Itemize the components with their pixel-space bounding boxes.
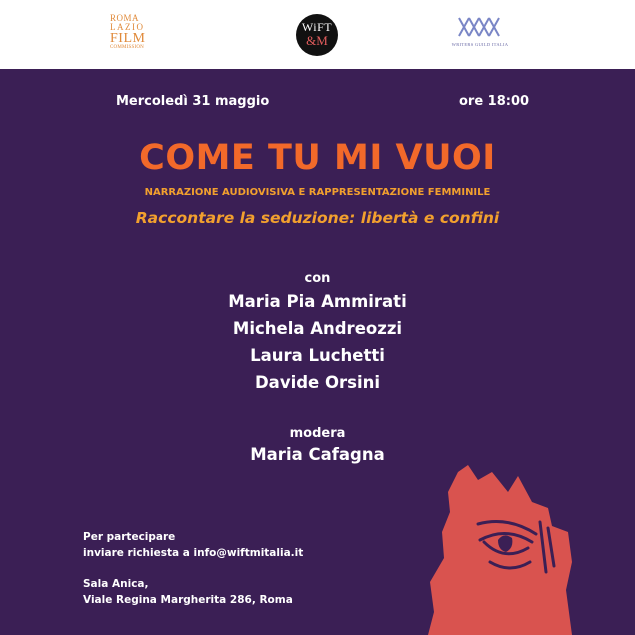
event-time: ore 18:00 [459, 94, 530, 109]
speaker-name: Laura Luchetti [250, 346, 385, 365]
speaker-name: Michela Andreozzi [232, 319, 403, 338]
event-title: COME TU MI VUOI [139, 138, 496, 178]
event-subtitle: NARRAZIONE AUDIOVISIVA E RAPPRESENTAZIONE FEMMINILE [144, 187, 491, 198]
writers-guild-italia-logo: WRITERS GUILD ITALIA [445, 16, 515, 52]
logo-bar [0, 0, 635, 69]
speaker-name: Davide Orsini [254, 373, 381, 392]
venue-address: Viale Regina Margherita 286, Roma [83, 594, 293, 606]
moderator-label: modera [289, 426, 346, 441]
moderator-name: Maria Cafagna [250, 445, 385, 464]
event-tagline: Raccontare la seduzione: libertà e confini [135, 209, 500, 227]
wiftm-logo: WiFT &M [296, 14, 338, 56]
speaker-name: Maria Pia Ammirati [228, 292, 407, 311]
with-label: con [304, 271, 331, 286]
roma-lazio-film-commission-logo: ROMA LAZIO FILM COMMISSION [110, 13, 146, 50]
statue-head-icon [420, 462, 576, 635]
event-date: Mercoledì 31 maggio [116, 94, 270, 109]
participate-heading: Per partecipare [83, 531, 176, 543]
participate-instructions: inviare richiesta a info@wiftmitalia.it [83, 547, 304, 559]
writers-guild-mark-icon [457, 16, 503, 38]
venue-name: Sala Anica, [83, 578, 149, 590]
